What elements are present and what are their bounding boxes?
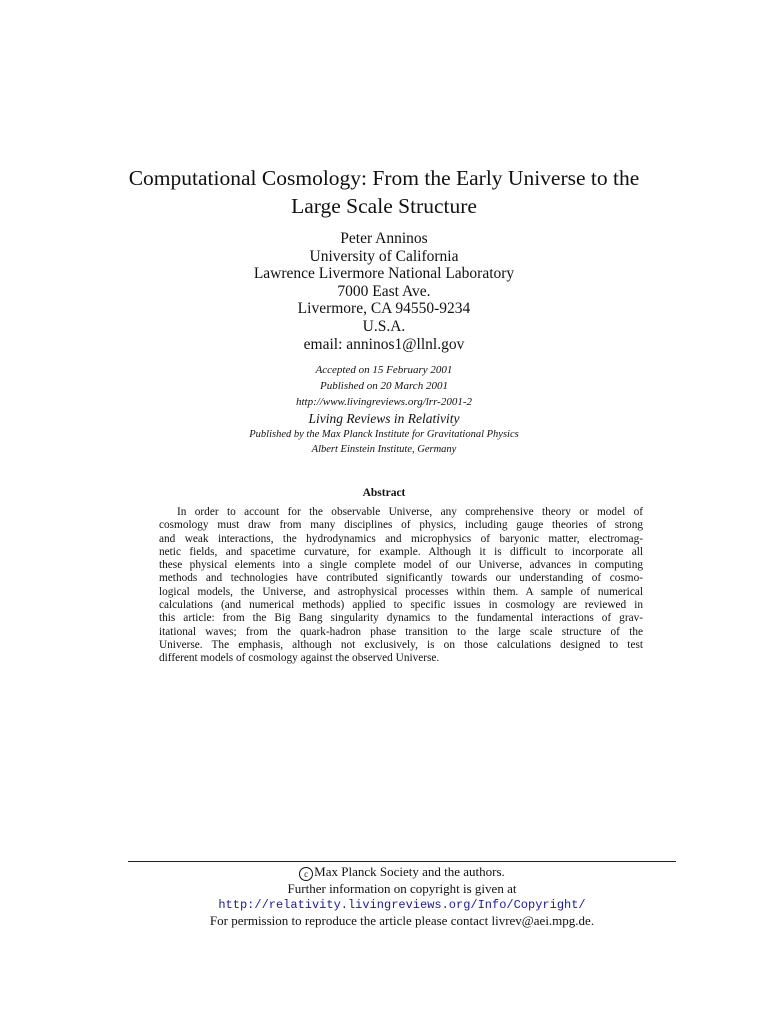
publisher-line: Published by the Max Planck Institute for Gravitational Physics bbox=[249, 429, 519, 440]
copyright-footer bbox=[128, 864, 676, 929]
author-city: Livermore, CA 94550-9234 bbox=[297, 300, 471, 318]
abstract-line: different models of cosmology against the observed Universe. bbox=[159, 652, 440, 665]
author-affiliation-university: University of California bbox=[309, 247, 459, 265]
abstract-line: calculations (and numerical methods) applied to specific issues in cosmology are reviewed in bbox=[159, 599, 643, 612]
permission-text: For permission to reproduce the article please contact livrev@aei.mpg.de. bbox=[209, 913, 595, 928]
article-url[interactable]: http://www.livingreviews.org/lrr-2001-2 bbox=[296, 396, 472, 408]
author-affiliation-lab: Lawrence Livermore National Laboratory bbox=[253, 265, 515, 283]
institute-line: Albert Einstein Institute, Germany bbox=[311, 443, 457, 455]
copyright-url-link[interactable]: http://relativity.livingreviews.org/Info/Copyright/ bbox=[218, 898, 586, 912]
journal-name: Living Reviews in Relativity bbox=[308, 411, 460, 426]
title-line-1: Computational Cosmology: From the Early Universe to the bbox=[128, 166, 640, 190]
author-email: email: anninos1@llnl.gov bbox=[303, 335, 465, 353]
abstract-heading: Abstract bbox=[362, 487, 406, 499]
abstract-line: Universe. The emphasis, although not exclusively, is on those calculations designed to test bbox=[159, 638, 643, 651]
abstract-line: this article: from the Big Bang singularity dynamics to the fundamental interactions of grav- bbox=[159, 612, 643, 625]
abstract-line: logical models, the Universe, and astrophysical processes within them. A sample of numerical bbox=[159, 585, 643, 598]
abstract-body bbox=[159, 506, 643, 666]
abstract-line: In order to account for the observable Universe, any comprehensive theory or model of bbox=[177, 506, 643, 518]
author-name: Peter Anninos bbox=[340, 230, 428, 247]
publication-info bbox=[140, 362, 628, 457]
abstract-line: these physical elements into a single complete model of our Universe, advances in computing bbox=[159, 559, 643, 572]
abstract-line: and weak interactions, the hydrodynamics and microphysics of baryonic matter, electromag- bbox=[159, 532, 643, 545]
abstract-line: methods and technologies have contributed significantly towards our understanding of cosmo- bbox=[159, 572, 643, 585]
copyright-icon: c bbox=[299, 867, 313, 881]
published-date: Published on 20 March 2001 bbox=[320, 380, 448, 392]
copyright-line bbox=[128, 864, 676, 881]
abstract-line: cosmology must draw from many disciplines of physics, including gauge theories of strong bbox=[159, 519, 643, 532]
footer-divider bbox=[128, 861, 676, 862]
accepted-date: Accepted on 15 February 2001 bbox=[315, 364, 453, 376]
author-country: U.S.A. bbox=[362, 317, 406, 335]
copyright-text: Max Planck Society and the authors. bbox=[314, 864, 505, 879]
further-info-text: Further information on copyright is given at bbox=[287, 881, 517, 896]
title-line-2: Large Scale Structure bbox=[291, 194, 477, 218]
paper-title bbox=[100, 164, 668, 220]
abstract-line: itational waves; from the quark-hadron phase transition to the large scale structure of the bbox=[159, 625, 643, 638]
author-street: 7000 East Ave. bbox=[337, 282, 431, 300]
author-block bbox=[140, 230, 628, 353]
abstract-line: netic fields, and spacetime curvature, for example. Although it is difficult to incorporate all bbox=[159, 545, 643, 558]
